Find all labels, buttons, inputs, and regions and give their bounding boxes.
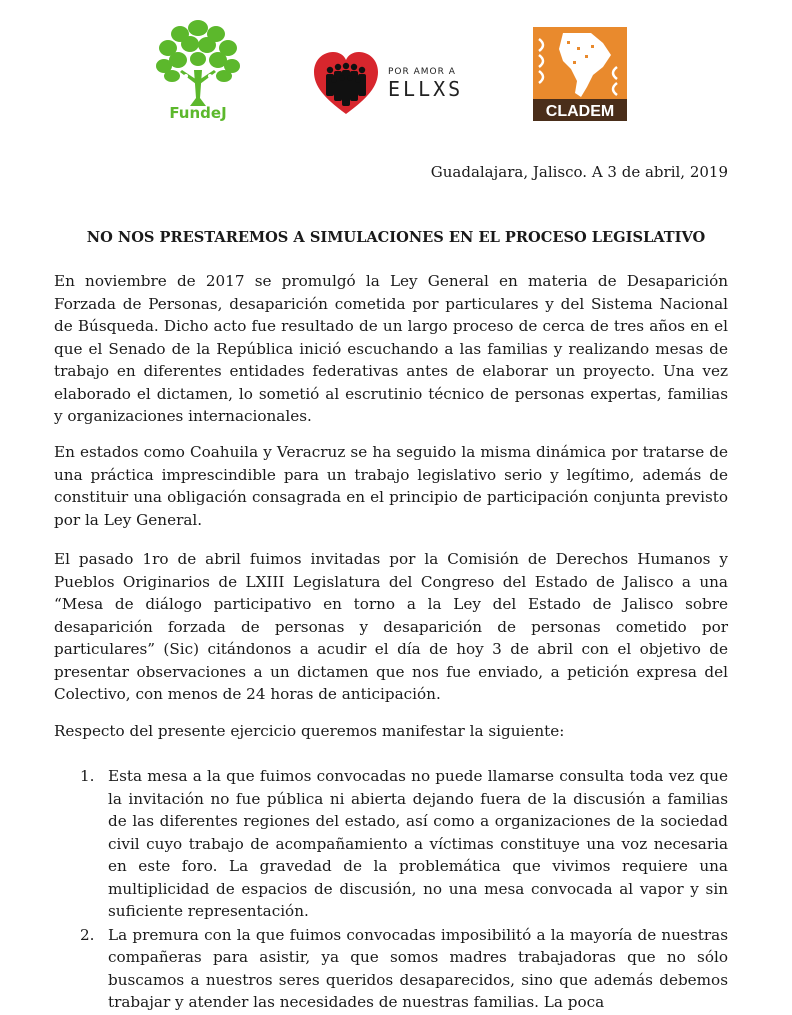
- dateline: Guadalajara, Jalisco. A 3 de abril, 2019: [430, 163, 728, 181]
- list-item-number: 1.: [80, 767, 95, 785]
- paragraph-2: En estados como Coahuila y Veracruz se ha seguido la misma dinámica por tratarse de una práctica imprescindible para un trabajo legislativo serio y legítimo, además de constituir una obligación consagrada en el principio de participación conjunta previsto por la Ley General.: [54, 443, 728, 529]
- list-item: [54, 765, 728, 923]
- list-item-text: Esta mesa a la que fuimos convocadas no puede llamarse consulta toda vez que la invitación no fue pública ni abierta dejando fuera de la discusión a familias de las diferentes regiones del estado, así como a organizaciones de la sociedad civil cuyo trabajo de acompañamiento a víctimas constituye una voz necesaria en este foro. La gravedad de la problemática que vivimos requiere una multiplicidad de espacios de discusión, no una mesa convocada al vapor y sin suficiente representación.: [108, 767, 728, 920]
- list-item: [54, 924, 728, 1014]
- letter-title: NO NOS PRESTAREMOS A SIMULACIONES EN EL PROCESO LEGISLATIVO: [86, 229, 706, 246]
- list-item-text: La premura con la que fuimos convocadas imposibilitó a la mayoría de nuestras compañeras para asistir, ya que somos madres trabajadoras que no sólo buscamos a nuestros seres queridos desaparecidos, sino que además debemos trabajar y atender las necesidades de nuestras familias. La poca: [108, 925, 728, 1011]
- logo-header: [0, 0, 792, 130]
- list-item-number: 2.: [80, 925, 95, 944]
- ellxs-logo-line2: ELLXS: [388, 77, 464, 101]
- fundej-logo-text: FundeJ: [169, 104, 227, 122]
- por-amor-a-ellxs-logo: [314, 52, 464, 116]
- fundej-logo: [150, 14, 246, 122]
- paragraph-4: Respecto del presente ejercicio queremos manifestar la siguiente:: [54, 722, 565, 740]
- paragraph-3: El pasado 1ro de abril fuimos invitadas por la Comisión de Derechos Humanos y Pueblos Originarios de LXIII Legislatura del Congreso del Estado de Jalisco a una “Mesa de diálogo participativo en torno a la Ley del Estado de Jalisco sobre desaparición forzada de personas y desaparición de personas cometido por particulares” (Sic) citándonos a acudir el día de hoy 3 de abril con el objetivo de presentar observaciones a un dictamen que nos fue enviado, a petición expresa del Colectivo, con menos de 24 horas de anticipación.: [54, 550, 728, 703]
- paragraph-1: En noviembre de 2017 se promulgó la Ley General en materia de Desaparición Forzada de Personas, desaparición cometida por particulares y del Sistema Nacional de Búsqueda. Dicho acto fue resultado de un largo proceso de cerca de tres años en el que el Senado de la República inició escuchando a las familias y realizando mesas de trabajo en diferentes entidades federativas antes de elaborar un proyecto. Una vez elaborado el dictamen, lo sometió al escrutinio técnico de personas expertas, familias y organizaciones internacionales.: [54, 272, 728, 425]
- cladem-logo-text: CLADEM: [545, 103, 615, 120]
- numbered-list: [54, 765, 728, 1014]
- ellxs-logo-line1: POR AMOR A: [388, 67, 456, 77]
- cladem-logo: [533, 27, 627, 121]
